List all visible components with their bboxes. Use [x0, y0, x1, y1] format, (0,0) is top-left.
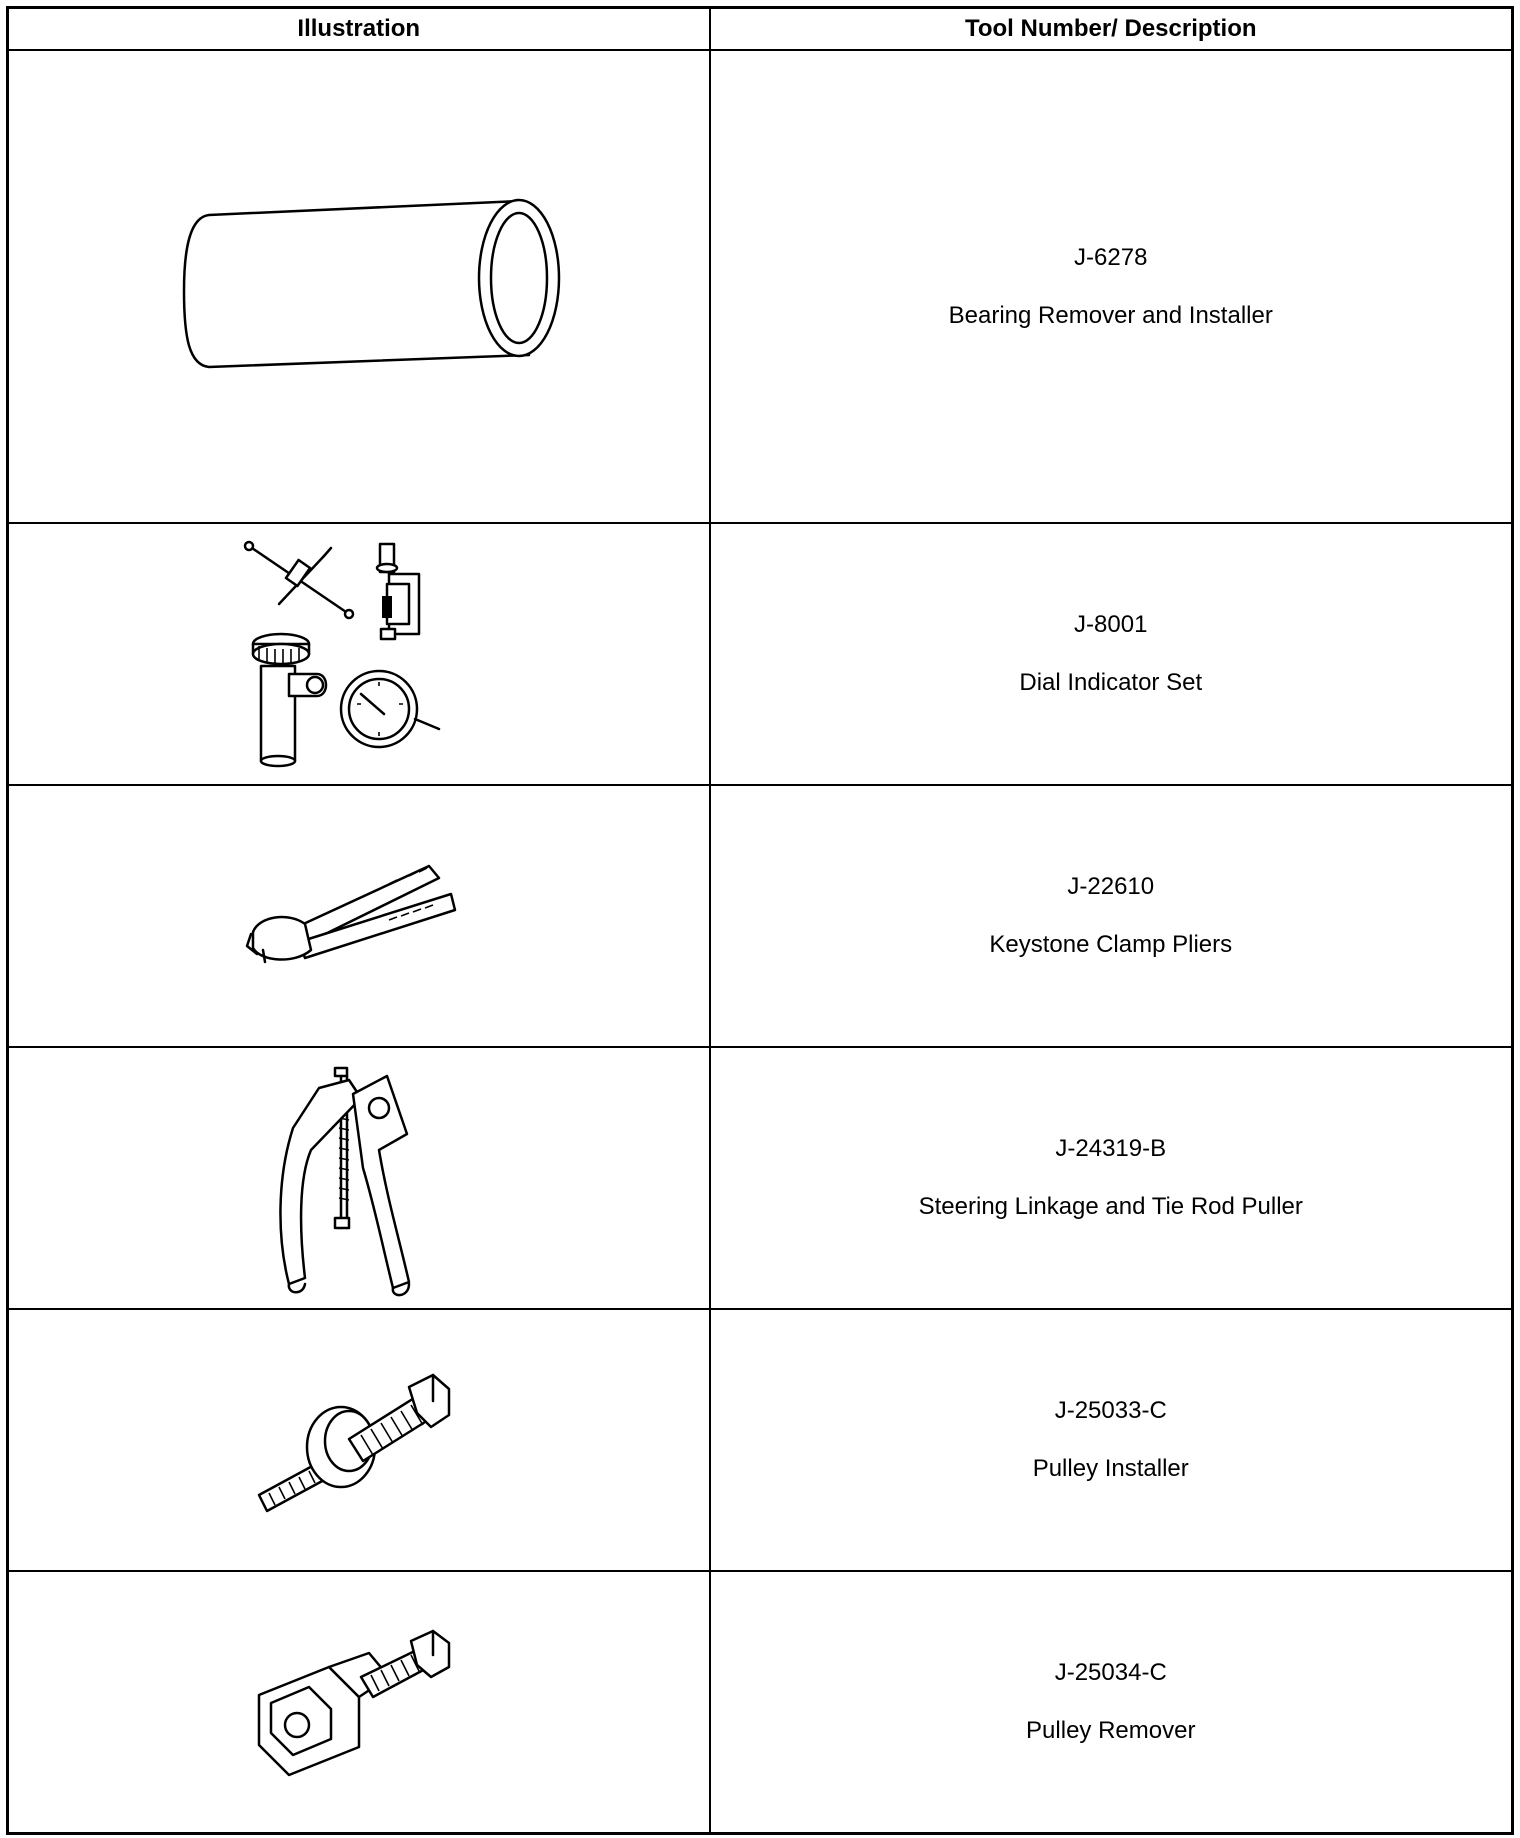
tool-number: J-24319-B — [1055, 1135, 1167, 1162]
table-row — [8, 1571, 1513, 1833]
illustration-cell — [8, 1571, 710, 1833]
tool-description: Keystone Clamp Pliers — [989, 931, 1233, 958]
description-cell — [710, 785, 1513, 1047]
dial-indicator-set-icon — [239, 534, 479, 774]
description-cell — [710, 1571, 1513, 1833]
table-row — [8, 523, 1513, 785]
tool-number: J-25033-C — [1054, 1397, 1167, 1424]
bearing-installer-tube-icon — [149, 187, 569, 387]
illustration-cell — [8, 523, 710, 785]
tool-number: J-6278 — [1074, 243, 1148, 271]
description-cell — [710, 523, 1513, 785]
tool-description: Pulley Installer — [1032, 1455, 1189, 1482]
header-tool-description: Tool Number/ Description — [710, 8, 1513, 51]
pulley-remover-icon — [249, 1627, 469, 1777]
pulley-installer-icon — [249, 1365, 469, 1515]
tool-description: Pulley Remover — [1026, 1716, 1196, 1744]
header-row — [8, 8, 1513, 51]
illustration-cell — [8, 1047, 710, 1309]
table-row — [8, 50, 1513, 523]
illustration-cell — [8, 50, 710, 523]
tool-number: J-8001 — [1074, 611, 1148, 638]
tool-description: Steering Linkage and Tie Rod Puller — [918, 1193, 1303, 1220]
keystone-clamp-pliers-icon — [239, 846, 479, 986]
header-illustration: Illustration — [8, 8, 710, 51]
description-cell — [710, 1309, 1513, 1571]
illustration-cell — [8, 785, 710, 1047]
tool-number: J-25034-C — [1054, 1658, 1167, 1686]
tool-table — [6, 6, 1514, 1835]
table-row — [8, 1047, 1513, 1309]
tie-rod-puller-icon — [259, 1058, 459, 1298]
tool-number: J-22610 — [1067, 873, 1155, 900]
illustration-cell — [8, 1309, 710, 1571]
description-cell — [710, 1047, 1513, 1309]
table-row — [8, 1309, 1513, 1571]
tool-description: Dial Indicator Set — [1019, 669, 1203, 696]
description-cell — [710, 50, 1513, 523]
table-row — [8, 785, 1513, 1047]
tool-description: Bearing Remover and Installer — [948, 301, 1273, 329]
